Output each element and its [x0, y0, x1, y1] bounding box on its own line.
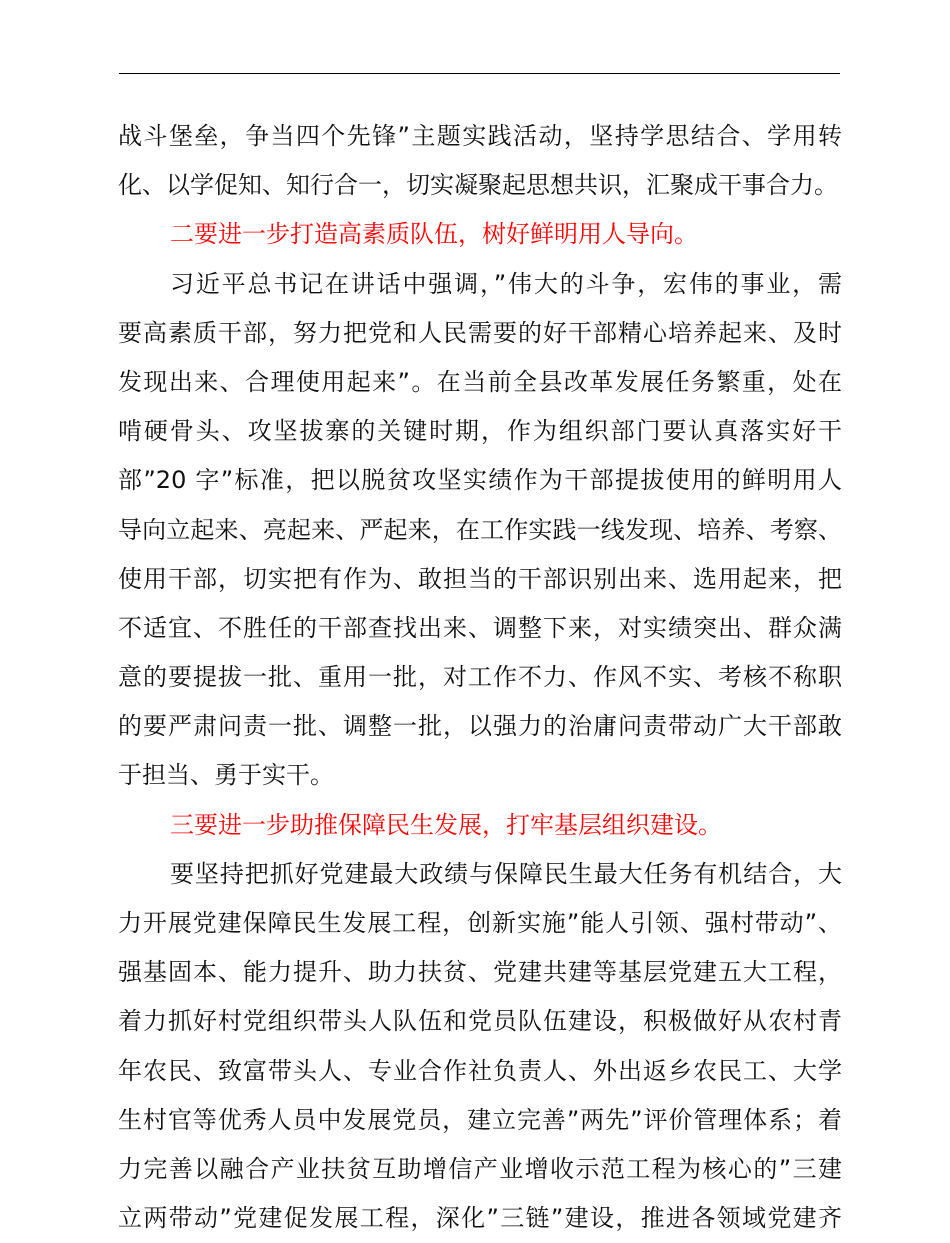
- text-line: 强基固本、能力提升、助力扶贫、党建共建等基层党建五大工程，: [118, 958, 842, 987]
- text-line: 部”20 字”标准，把以脱贫攻坚实绩作为干部提拔使用的鲜明用人: [118, 466, 842, 495]
- text-line: 要高素质干部，努力把党和人民需要的好干部精心培养起来、及时: [118, 318, 842, 347]
- text-line: 于担当、勇于实干。: [118, 761, 334, 790]
- text-line: 习近平总书记在讲话中强调，”伟大的斗争，宏伟的事业，需: [170, 269, 842, 298]
- text-line: 力完善以融合产业扶贫互助增信产业增收示范工程为核心的”三建: [118, 1154, 842, 1183]
- text-line: 着力抓好村党组织带头人队伍和党员队伍建设，积极做好从农村青: [118, 1007, 842, 1036]
- text-line: 导向立起来、亮起来、严起来，在工作实践一线发现、培养、考察、: [118, 515, 842, 544]
- text-line: 的要严肃问责一批、调整一批，以强力的治庸问责带动广大干部敢: [118, 712, 842, 741]
- text-line: 要坚持把抓好党建最大政绩与保障民生最大任务有机结合，大: [170, 859, 842, 888]
- section-heading-2: 二要进一步打造高素质队伍，树好鲜明用人导向。: [170, 220, 698, 249]
- text-line: 立两带动”党建促发展工程，深化”三链”建设，推进各领域党建齐: [118, 1204, 842, 1233]
- text-line: 战斗堡垒，争当四个先锋”主题实践活动，坚持学思结合、学用转: [118, 122, 842, 150]
- text-line: 力开展党建保障民生发展工程，创新实施”能人引领、强村带动”、: [118, 909, 842, 937]
- text-line: 生村官等优秀人员中发展党员，建立完善”两先”评价管理体系；着: [118, 1105, 842, 1134]
- text-line: 啃硬骨头、攻坚拔寨的关键时期，作为组织部门要认真落实好干: [118, 417, 842, 446]
- text-line: 年农民、致富带头人、专业合作社负责人、外出返乡农民工、大学: [118, 1056, 842, 1085]
- body-text: [118, 112, 842, 1243]
- text-line: 化、以学促知、知行合一，切实凝聚起思想共识，汇聚成干事合力。: [118, 171, 838, 200]
- header-rule: [119, 73, 840, 74]
- section-heading-3: 三要进一步助推保障民生发展，打牢基层组织建设。: [170, 810, 722, 839]
- text-line: 不适宜、不胜任的干部查找出来、调整下来，对实绩突出、群众满: [118, 613, 842, 642]
- text-line: 使用干部，切实把有作为、敢担当的干部识别出来、选用起来，把: [118, 564, 842, 593]
- text-line: 发现出来、合理使用起来”。在当前全县改革发展任务繁重，处在: [118, 367, 842, 396]
- text-line: 意的要提拔一批、重用一批，对工作不力、作风不实、考核不称职: [118, 663, 842, 692]
